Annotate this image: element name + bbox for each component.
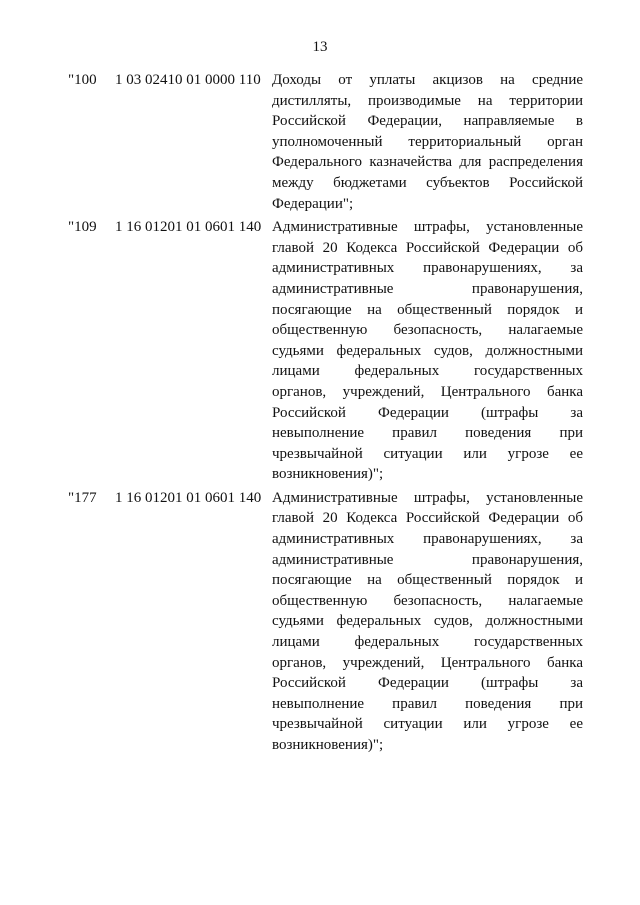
entry-text-line: чрезвычайной ситуации или угрозе ее <box>272 445 583 462</box>
entry-text-line: Российской Федерации (штрафы за <box>272 675 583 692</box>
entry-text-line: чрезвычайной ситуации или угрозе ее <box>272 716 583 733</box>
entry-text-line: возникновения)"; <box>272 466 384 483</box>
entry-177 <box>68 488 583 756</box>
entry-text-line: лицами федеральных государственных <box>272 363 583 380</box>
entry-text-line: Федерации"; <box>272 195 354 212</box>
entry-text-line: главой 20 Кодекса Российской Федерации об <box>272 510 583 527</box>
entry-text-line: Российской Федерации, направляемые в <box>272 113 583 130</box>
entry-kbk: 1 03 02410 01 0000 110 <box>115 72 261 88</box>
entry-text-line: административные правонарушения, <box>272 280 583 297</box>
entry-text-line: возникновения)"; <box>272 737 384 753</box>
entry-text-line: общественную безопасность, налагаемые <box>272 322 583 339</box>
entry-text-line: Административные штрафы, установленные <box>272 489 583 506</box>
entry-text-line: общественную безопасность, налагаемые <box>272 592 583 609</box>
entry-text-line: органов, учреждений, Центрального банка <box>272 383 583 400</box>
entry-text-line: уполномоченный территориальный орган <box>272 133 583 150</box>
entry-text-line: судьями федеральных судов, должностными <box>272 613 583 630</box>
entry-text-line: административные правонарушения, <box>272 551 583 568</box>
entry-code: "109 <box>68 219 97 236</box>
entry-text-line: посягающие на общественный порядок и <box>272 572 583 589</box>
entry-text-line: невыполнение правил поведения при <box>272 425 583 442</box>
entry-text-line: посягающие на общественный порядок и <box>272 301 583 318</box>
entry-text-line: органов, учреждений, Центрального банка <box>272 654 583 671</box>
entry-kbk: 1 16 01201 01 0601 140 <box>115 489 262 506</box>
entry-text-line: судьями федеральных судов, должностными <box>272 342 583 359</box>
entry-text-line: Административные штрафы, установленные <box>272 219 583 236</box>
entries-list <box>68 70 583 759</box>
entry-text-line: Доходы от уплаты акцизов на средние <box>272 72 583 88</box>
entry-text-line: между бюджетами субъектов Российской <box>272 174 583 191</box>
entry-text-line: административных правонарушениях, за <box>272 531 583 548</box>
page-number: 13 <box>312 39 328 55</box>
entry-109 <box>68 217 583 485</box>
entry-kbk: 1 16 01201 01 0601 140 <box>115 219 262 236</box>
entry-text-line: дистилляты, производимые на территории <box>272 92 583 109</box>
entry-code: "100 <box>68 72 97 88</box>
entry-text <box>272 70 583 214</box>
entry-text-line: Российской Федерации (штрафы за <box>272 404 583 421</box>
entry-text-line: главой 20 Кодекса Российской Федерации об <box>272 239 583 256</box>
entry-text <box>272 488 583 756</box>
entry-text-line: административных правонарушениях, за <box>272 260 583 277</box>
entry-text-line: невыполнение правил поведения при <box>272 695 583 712</box>
entry-code: "177 <box>68 489 97 506</box>
entry-100 <box>68 70 583 214</box>
entry-text <box>272 217 583 485</box>
entry-text-line: Федерального казначейства для распределения <box>272 154 583 171</box>
entry-text-line: лицами федеральных государственных <box>272 634 583 651</box>
